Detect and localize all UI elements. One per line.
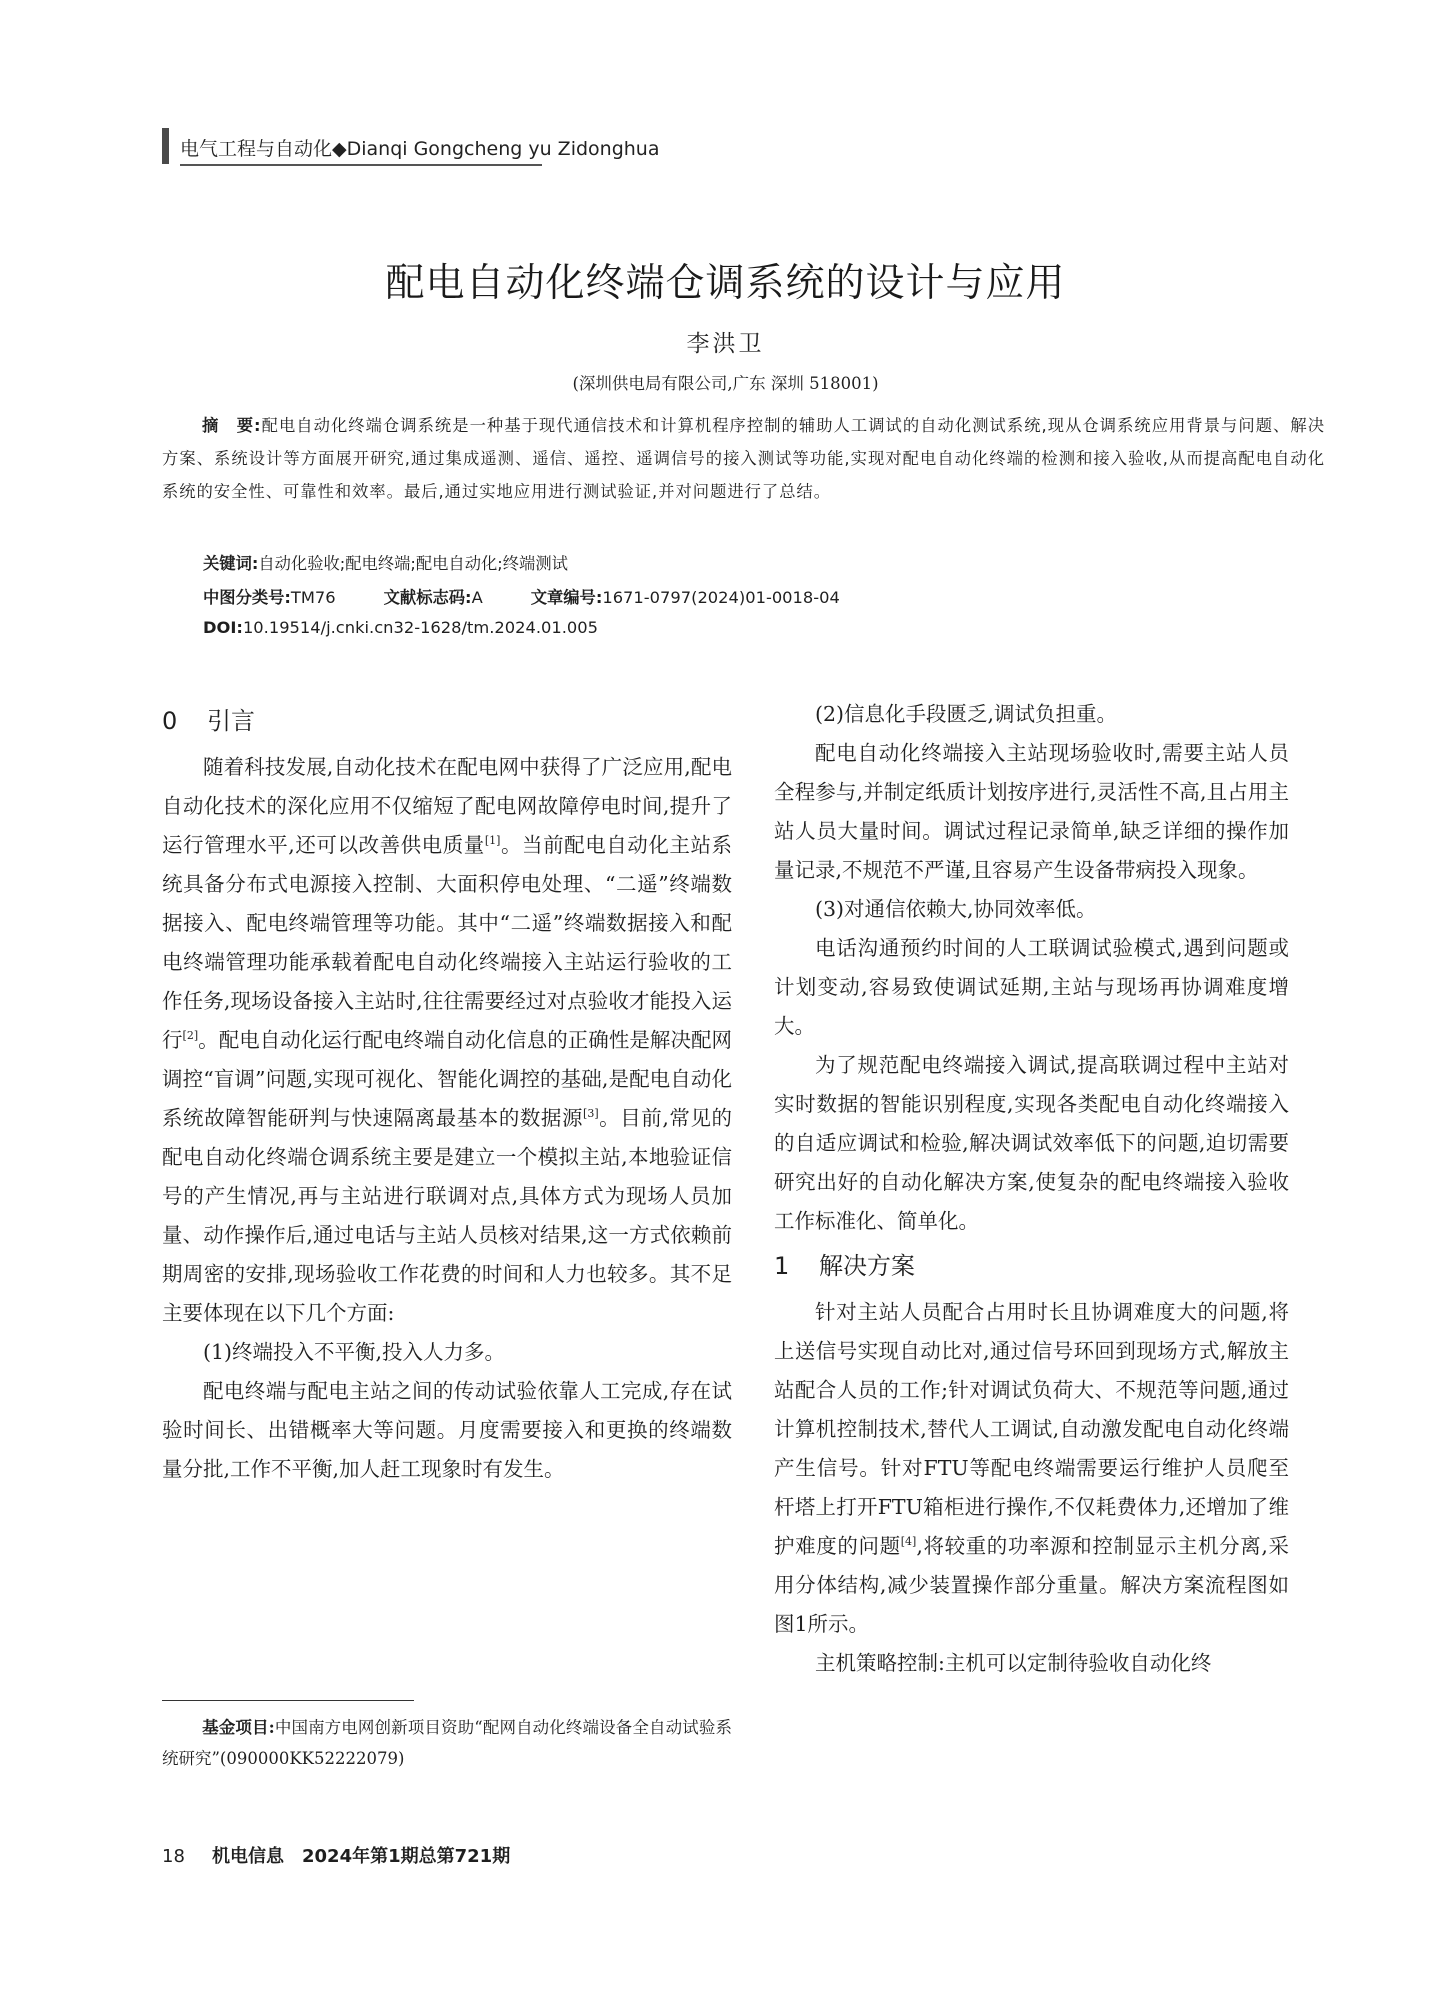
intro-text-a: 随着科技发展,自动化技术在配电网中获得了广泛应用,配电自动化技术的深化应用不仅缩短了配电网故障停电时间,提升了运行管理水平,还可以改善供电质量 [162, 755, 732, 857]
goal-paragraph: 为了规范配电终端接入调试,提高联调过程中主站对实时数据的智能识别程度,实现各类配电自动化终端接入的自适应调试和检验,解决调试效率低下的问题,迫切需要研究出好的自动化解决方案,使复杂的配电终端接入验收工作标准化、简单化。 [774, 1053, 1289, 1233]
keywords-label: 关键词: [203, 554, 259, 573]
running-head-text: 电气工程与自动化◆Dianqi Gongcheng yu Zidonghua [180, 138, 660, 160]
ref-3: [3] [583, 1107, 599, 1121]
section-0-number: 0 [162, 707, 178, 735]
article-title: 配电自动化终端仓调系统的设计与应用 [385, 261, 1066, 306]
solution-text-a: 针对主站人员配合占用时长且协调难度大的问题,将上送信号实现自动比对,通过信号环回到现场方式,解放主站配合人员的工作;针对调试负荷大、不规范等问题,通过计算机控制技术,替代人工调试,自动激发配电自动化终端产生信号。针对FTU等配电终端需要运行维护人员爬至杆塔上打开FTU箱柜进行操作,不仅耗费体力,还增加了维护难度的问题 [774, 1300, 1289, 1558]
issue-1-paragraph: 配电终端与配电主站之间的传动试验依靠人工完成,存在试验时间长、出错概率大等问题。月度需要接入和更换的终端数量分批,工作不平衡,加人赶工现象时有发生。 [162, 1379, 732, 1481]
keywords-text: 自动化验收;配电终端;配电自动化;终端测试 [258, 554, 568, 573]
keywords [203, 550, 568, 574]
journal-issue: 机电信息 2024年第1期总第721期 [212, 1846, 511, 1867]
funding-text: 中国南方电网创新项目资助“配网自动化终端设备全自动试验系统研究”(090000KK52222079) [162, 1718, 733, 1768]
doi-line [203, 618, 598, 637]
ref-2: [2] [182, 1029, 199, 1043]
doccode-label: 文献标志码: [383, 588, 472, 607]
article-author: 李洪卫 [686, 331, 765, 357]
clc-value: TM76 [290, 588, 336, 607]
section-0-title: 引言 [207, 707, 255, 735]
section-1-title: 解决方案 [819, 1252, 915, 1280]
issue-2-paragraph: 配电自动化终端接入主站现场验收时,需要主站人员全程参与,并制定纸质计划按序进行,灵活性不高,且占用主站人员大量时间。调试过程记录简单,缺乏详细的操作加量记录,不规范不严谨,且容易产生设备带病投入现象。 [774, 741, 1289, 882]
ref-4: [4] [900, 1535, 917, 1549]
doi-value: 10.19514/j.cnki.cn32-1628/tm.2024.01.005 [242, 618, 598, 637]
issue-3-paragraph: 电话沟通预约时间的人工联调试验模式,遇到问题或计划变动,容易致使调试延期,主站与现场再协调难度增大。 [774, 936, 1289, 1038]
intro-paragraph [162, 748, 732, 1333]
articleno-label: 文章编号: [530, 588, 603, 607]
page-number: 18 [162, 1846, 185, 1867]
solution-text-b: ,将较重的功率源和控制显示主机分离,采用分体结构,减少装置操作部分重量。解决方案流程图如图1所示。 [774, 1534, 1289, 1636]
section-1-number: 1 [774, 1252, 790, 1280]
running-head [162, 128, 762, 164]
intro-text-c: 。配电自动化运行配电终端自动化信息的正确性是解决配网调控“盲调”问题,实现可视化、智能化调控的基础,是配电自动化系统故障智能研判与快速隔离最基本的数据源 [162, 1028, 733, 1130]
funding-footnote [162, 1712, 732, 1774]
left-column [162, 700, 732, 1489]
running-head-bar [162, 128, 169, 164]
running-head-rule [180, 164, 542, 166]
section-1-heading [774, 1245, 1289, 1287]
abstract-text: 配电自动化终端仓调系统是一种基于现代通信技术和计算机程序控制的辅助人工调试的自动化测试系统,现从仓调系统应用背景与问题、解决方案、系统设计等方面展开研究,通过集成遥测、遥信、遥控、遥调信号的接入测试等功能,实现对配电自动化终端的检测和接入验收,从而提高配电自动化系统的安全性、可靠性和效率。最后,通过实地应用进行测试验证,并对问题进行了总结。 [162, 416, 1325, 501]
classification-line [203, 584, 840, 608]
solution-paragraph [774, 1293, 1289, 1644]
funding-label: 基金项目: [202, 1718, 275, 1737]
article-affiliation: (深圳供电局有限公司,广东 深圳 518001) [572, 374, 879, 393]
clc-label: 中图分类号: [203, 588, 291, 607]
intro-text-b: 。当前配电自动化主站系统具备分布式电源接入控制、大面积停电处理、“二遥”终端数据接入、配电终端管理等功能。其中“二遥”终端数据接入和配电终端管理功能承载着配电自动化终端接入主站运行验收的工作任务,现场设备接入主站时,往往需要经过对点验收才能投入运行 [162, 833, 733, 1052]
footnote-rule [162, 1700, 414, 1701]
intro-text-d: 。目前,常见的配电自动化终端仓调系统主要是建立一个模拟主站,本地验证信号的产生情况,再与主站进行联调对点,具体方式为现场人员加量、动作操作后,通过电话与主站人员核对结果,这一方式依赖前期周密的安排,现场验收工作花费的时间和人力也较多。其不足主要体现在以下几个方面: [162, 1106, 732, 1325]
abstract [162, 409, 1325, 508]
host-control-paragraph: 主机策略控制:主机可以定制待验收自动化终 [815, 1651, 1212, 1675]
articleno-value: 1671-0797(2024)01-0018-04 [602, 588, 840, 607]
issue-1-heading: (1)终端投入不平衡,投入人力多。 [203, 1340, 506, 1364]
right-column [774, 695, 1289, 1683]
ref-1: [1] [484, 834, 501, 848]
issue-2-heading: (2)信息化手段匮乏,调试负担重。 [815, 702, 1118, 726]
issue-3-heading: (3)对通信依赖大,协同效率低。 [815, 897, 1097, 921]
doccode-value: A [471, 588, 483, 607]
abstract-label: 摘 要: [202, 416, 262, 435]
page-footer [162, 1842, 510, 1868]
section-0-heading [162, 700, 732, 742]
doi-label: DOI: [203, 618, 243, 637]
